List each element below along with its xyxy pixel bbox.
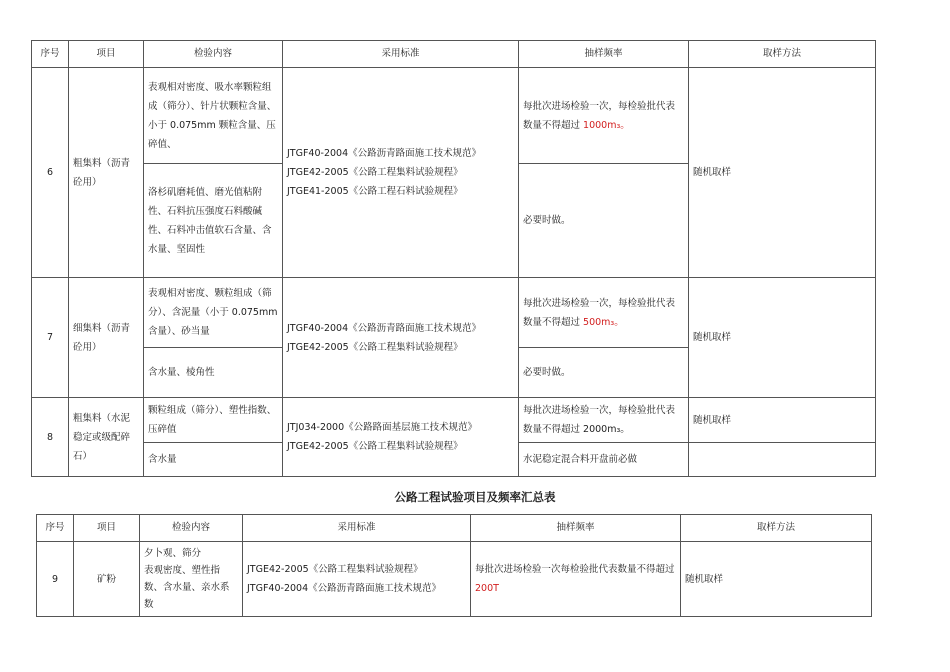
header-standard: 采用标准 <box>243 515 471 542</box>
row-method: 随机取样 <box>689 68 876 278</box>
header-no: 序号 <box>37 515 74 542</box>
standard-line: JTGE42-2005《公路工程集料试验规程》 <box>287 167 463 178</box>
row-frequency-a <box>519 68 689 164</box>
frequency-limit: 1000m₃。 <box>583 119 630 131</box>
header-item: 项目 <box>69 41 144 68</box>
row-standards <box>283 278 519 398</box>
row-frequency-b: 水泥稳定混合料开盘前必做 <box>519 443 689 477</box>
row-method: 随机取样 <box>681 542 872 617</box>
header-content: 检验内容 <box>144 41 283 68</box>
standard-line: JTGF40-2004《公路沥青路面施工技术规范》 <box>287 148 482 159</box>
row-no: 8 <box>32 398 69 477</box>
frequency-text: 每批次进场检验一次每检验批代表数量不得超过 <box>475 564 675 575</box>
test-table-1 <box>31 40 876 477</box>
header-frequency: 抽样频率 <box>519 41 689 68</box>
row-standards <box>283 68 519 278</box>
row-frequency-b: 必要时做。 <box>519 348 689 398</box>
frequency-limit: 500m₃。 <box>583 316 624 328</box>
row-method-empty <box>689 443 876 477</box>
header-item: 项目 <box>74 515 140 542</box>
row-frequency-a: 每批次进场检验一次，每检验批代表数量不得超过 2000m₃。 <box>519 398 689 443</box>
header-no: 序号 <box>32 41 69 68</box>
row-no: 9 <box>37 542 74 617</box>
row-standards <box>243 542 471 617</box>
row-content <box>140 542 243 617</box>
header-standard: 采用标准 <box>283 41 519 68</box>
header-content: 检验内容 <box>140 515 243 542</box>
table-row <box>32 398 876 443</box>
table-row <box>32 68 876 164</box>
header-frequency: 抽样频率 <box>471 515 681 542</box>
frequency-text: 每批次进场检验一次，每检验批代表数量不得超过 <box>523 100 676 131</box>
row-item: 矿粉 <box>74 542 140 617</box>
row-item: 细集料（沥青砼用） <box>69 278 144 398</box>
standard-line: JTGE42-2005《公路工程集料试验规程》 <box>247 564 423 575</box>
standard-line: JTGF40-2004《公路沥青路面施工技术规范》 <box>247 583 442 594</box>
standard-line: JTGE42-2005《公路工程集料试验规程》 <box>287 341 463 353</box>
test-table-2 <box>36 514 872 617</box>
row-content-a: 颗粒组成（筛分）、塑性指数、压碎值 <box>144 398 283 443</box>
table-row <box>37 542 872 617</box>
row-content-b: 洛杉矶磨耗值、磨光值粘附性、石料抗压强度石料酸碱性、石料冲击值软石含量、含水量、坚固性 <box>144 164 283 278</box>
standard-line: JTGE42-2005《公路工程集料试验规程》 <box>287 441 463 452</box>
header-method: 取样方法 <box>689 41 876 68</box>
standard-line: JTGE41-2005《公路工程石料试验规程》 <box>287 186 463 197</box>
section-title: 公路工程试验项目及频率汇总表 <box>394 490 556 504</box>
row-frequency-b: 必要时做。 <box>519 164 689 278</box>
standard-line: JTJ034-2000《公路路面基层施工技术规范》 <box>287 422 478 433</box>
row-method: 随机取样 <box>689 278 876 398</box>
frequency-text: 每批次进场检验一次，每检验批代表数量不得超过 <box>523 297 676 328</box>
frequency-limit: 200T <box>475 583 499 594</box>
row-frequency <box>471 542 681 617</box>
row-item: 粗集料（沥青砼用） <box>69 68 144 278</box>
table-header-row <box>32 41 876 68</box>
row-no: 7 <box>32 278 69 398</box>
row-content-b: 含水量 <box>144 443 283 477</box>
content-line: 夕卜观、筛分 <box>144 548 202 559</box>
standard-line: JTGF40-2004《公路沥青路面施工技术规范》 <box>287 322 482 334</box>
row-frequency-a <box>519 278 689 348</box>
row-no: 6 <box>32 68 69 278</box>
table-row <box>32 278 876 348</box>
table-header-row <box>37 515 872 542</box>
row-content-a: 表观相对密度、吸水率颗粒组成（筛分）、针片状颗粒含量、小于 0.075mm 颗粒含量、压碎值、 <box>144 68 283 164</box>
header-method: 取样方法 <box>681 515 872 542</box>
content-line: 表观密度、塑性指数、含水量、亲水系数 <box>144 565 230 610</box>
row-content-a: 表观相对密度、颗粒组成（筛分）、含泥量（小于 0.075mm 含量）、砂当量 <box>144 278 283 348</box>
row-item: 粗集料（水泥稳定或级配碎石） <box>69 398 144 477</box>
row-method: 随机取样 <box>689 398 876 443</box>
row-standards <box>283 398 519 477</box>
row-content-b: 含水量、棱角性 <box>144 348 283 398</box>
